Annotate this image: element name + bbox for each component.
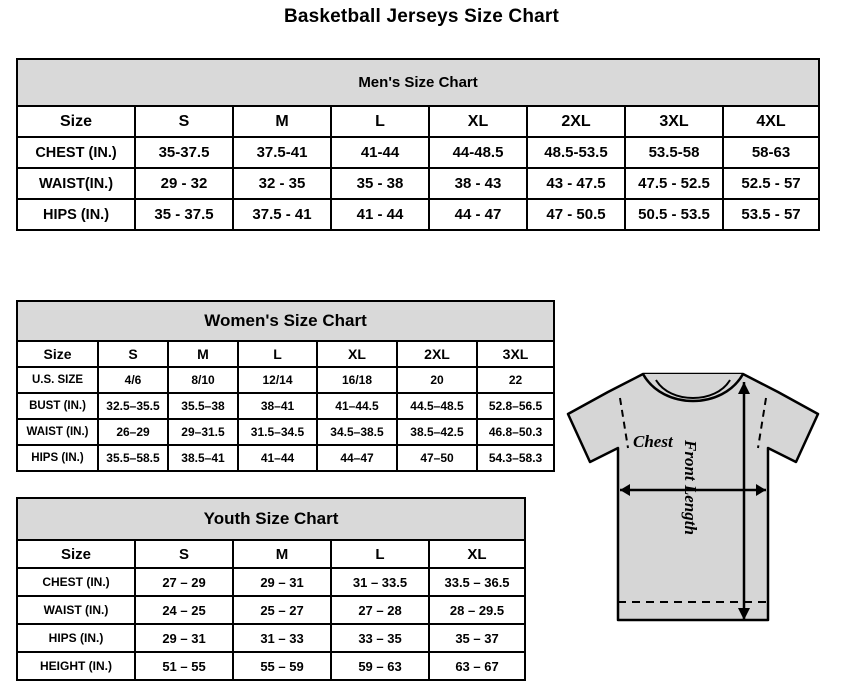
cell: 38–41 xyxy=(238,393,317,419)
cell: 55 – 59 xyxy=(233,652,331,680)
cell: 28 – 29.5 xyxy=(429,596,525,624)
mens-size-chart-table xyxy=(16,58,820,231)
youth-size-chart-table xyxy=(16,497,526,681)
table-row xyxy=(17,445,554,471)
cell: 38 - 43 xyxy=(429,168,527,199)
cell: 46.8–50.3 xyxy=(477,419,554,445)
cell: 52.5 - 57 xyxy=(723,168,819,199)
cell: 41–44.5 xyxy=(317,393,397,419)
column-header: XL xyxy=(429,106,527,137)
cell: 44-48.5 xyxy=(429,137,527,168)
table-header-row xyxy=(17,106,819,137)
column-header: 2XL xyxy=(527,106,625,137)
row-label: BUST (IN.) xyxy=(17,393,98,419)
cell: 44 - 47 xyxy=(429,199,527,230)
youth-table-caption: Youth Size Chart xyxy=(17,498,525,540)
column-header: XL xyxy=(317,341,397,367)
table-row xyxy=(17,199,819,230)
cell: 51 – 55 xyxy=(135,652,233,680)
row-label: HEIGHT (IN.) xyxy=(17,652,135,680)
table-row xyxy=(17,624,525,652)
cell: 35 - 38 xyxy=(331,168,429,199)
row-label: CHEST (IN.) xyxy=(17,137,135,168)
cell: 38.5–41 xyxy=(168,445,238,471)
cell: 8/10 xyxy=(168,367,238,393)
row-label: CHEST (IN.) xyxy=(17,568,135,596)
cell: 32 - 35 xyxy=(233,168,331,199)
front-length-measure-label: Front Length xyxy=(681,440,700,535)
cell: 31 – 33.5 xyxy=(331,568,429,596)
cell: 4/6 xyxy=(98,367,168,393)
cell: 44.5–48.5 xyxy=(397,393,477,419)
cell: 37.5 - 41 xyxy=(233,199,331,230)
cell: 27 – 29 xyxy=(135,568,233,596)
cell: 54.3–58.3 xyxy=(477,445,554,471)
row-label: HIPS (IN.) xyxy=(17,199,135,230)
cell: 48.5-53.5 xyxy=(527,137,625,168)
cell: 35.5–38 xyxy=(168,393,238,419)
cell: 29 – 31 xyxy=(233,568,331,596)
table-row xyxy=(17,652,525,680)
cell: 43 - 47.5 xyxy=(527,168,625,199)
cell: 31 – 33 xyxy=(233,624,331,652)
column-header: Size xyxy=(17,341,98,367)
column-header: S xyxy=(135,540,233,568)
column-header: L xyxy=(331,106,429,137)
table-header-row xyxy=(17,341,554,367)
cell: 25 – 27 xyxy=(233,596,331,624)
cell: 59 – 63 xyxy=(331,652,429,680)
cell: 47–50 xyxy=(397,445,477,471)
column-header: 2XL xyxy=(397,341,477,367)
table-row xyxy=(17,168,819,199)
table-caption-row xyxy=(17,498,525,540)
cell: 53.5-58 xyxy=(625,137,723,168)
row-label: WAIST(IN.) xyxy=(17,168,135,199)
column-header: XL xyxy=(429,540,525,568)
table-row xyxy=(17,367,554,393)
table-caption-row xyxy=(17,301,554,341)
cell: 50.5 - 53.5 xyxy=(625,199,723,230)
cell: 26–29 xyxy=(98,419,168,445)
column-header: L xyxy=(238,341,317,367)
cell: 22 xyxy=(477,367,554,393)
cell: 35 – 37 xyxy=(429,624,525,652)
cell: 41–44 xyxy=(238,445,317,471)
cell: 53.5 - 57 xyxy=(723,199,819,230)
column-header: Size xyxy=(17,540,135,568)
column-header: M xyxy=(233,540,331,568)
table-row xyxy=(17,568,525,596)
cell: 44–47 xyxy=(317,445,397,471)
column-header: 3XL xyxy=(477,341,554,367)
column-header: M xyxy=(168,341,238,367)
cell: 47 - 50.5 xyxy=(527,199,625,230)
cell: 29–31.5 xyxy=(168,419,238,445)
table-header-row xyxy=(17,540,525,568)
cell: 33.5 – 36.5 xyxy=(429,568,525,596)
cell: 63 – 67 xyxy=(429,652,525,680)
table-row xyxy=(17,393,554,419)
row-label: HIPS (IN.) xyxy=(17,624,135,652)
table-row xyxy=(17,137,819,168)
cell: 35-37.5 xyxy=(135,137,233,168)
row-label: HIPS (IN.) xyxy=(17,445,98,471)
column-header: 4XL xyxy=(723,106,819,137)
table-row xyxy=(17,596,525,624)
cell: 16/18 xyxy=(317,367,397,393)
cell: 20 xyxy=(397,367,477,393)
table-caption-row xyxy=(17,59,819,106)
cell: 31.5–34.5 xyxy=(238,419,317,445)
cell: 12/14 xyxy=(238,367,317,393)
chest-measure-label: Chest xyxy=(633,432,673,451)
cell: 33 – 35 xyxy=(331,624,429,652)
cell: 32.5–35.5 xyxy=(98,393,168,419)
cell: 35 - 37.5 xyxy=(135,199,233,230)
page-title: Basketball Jerseys Size Chart xyxy=(283,6,560,27)
cell: 35.5–58.5 xyxy=(98,445,168,471)
column-header: S xyxy=(135,106,233,137)
mens-table-caption: Men's Size Chart xyxy=(17,59,819,106)
cell: 47.5 - 52.5 xyxy=(625,168,723,199)
cell: 27 – 28 xyxy=(331,596,429,624)
column-header: 3XL xyxy=(625,106,723,137)
table-row xyxy=(17,419,554,445)
cell: 37.5-41 xyxy=(233,137,331,168)
column-header: S xyxy=(98,341,168,367)
column-header: Size xyxy=(17,106,135,137)
column-header: M xyxy=(233,106,331,137)
row-label: U.S. SIZE xyxy=(17,367,98,393)
row-label: WAIST (IN.) xyxy=(17,419,98,445)
cell: 41-44 xyxy=(331,137,429,168)
cell: 29 – 31 xyxy=(135,624,233,652)
column-header: L xyxy=(331,540,429,568)
row-label: WAIST (IN.) xyxy=(17,596,135,624)
cell: 58-63 xyxy=(723,137,819,168)
cell: 38.5–42.5 xyxy=(397,419,477,445)
cell: 52.8–56.5 xyxy=(477,393,554,419)
cell: 41 - 44 xyxy=(331,199,429,230)
cell: 24 – 25 xyxy=(135,596,233,624)
womens-table-caption: Women's Size Chart xyxy=(17,301,554,341)
cell: 29 - 32 xyxy=(135,168,233,199)
cell: 34.5–38.5 xyxy=(317,419,397,445)
womens-size-chart-table xyxy=(16,300,555,472)
